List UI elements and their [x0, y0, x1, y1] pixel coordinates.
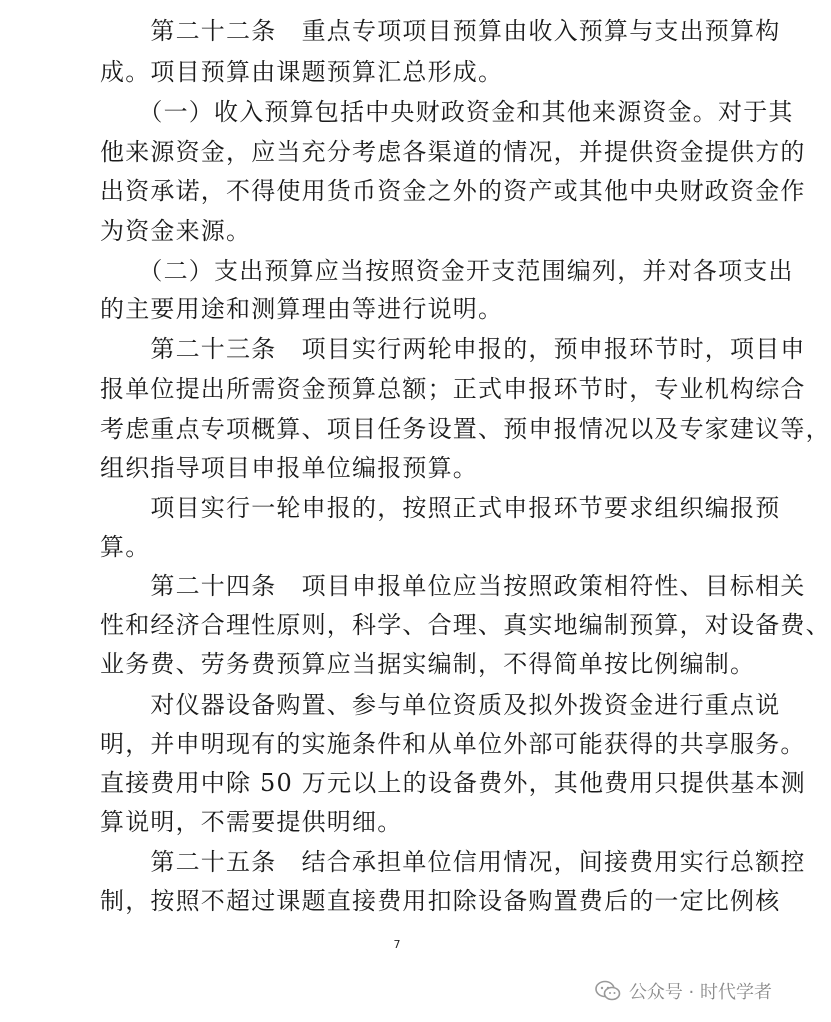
text-line: 报单位提出所需资金预算总额；正式申报环节时，专业机构综合 [100, 375, 806, 403]
text-line: 对仪器设备购置、参与单位资质及拟外拨资金进行重点说 [100, 691, 781, 719]
text-line: 成。项目预算由课题预算汇总形成。 [100, 58, 504, 86]
text-line: 第二十五条 结合承担单位信用情况，间接费用实行总额控 [100, 848, 806, 876]
page-number: 7 [393, 938, 401, 951]
watermark-text: 公众号 · 时代学者 [628, 982, 772, 1003]
watermark [595, 978, 772, 1004]
text-line: 算说明，不需要提供明细。 [100, 808, 403, 836]
text-line: 明，并申明现有的实施条件和从单位外部可能获得的共享服务。 [100, 730, 806, 758]
text-line: 制，按照不超过课题直接费用扣除设备购置费后的一定比例核 [100, 887, 781, 915]
text-line: 项目实行一轮申报的，按照正式申报环节要求组织编报预 [100, 494, 781, 522]
text-line: 直接费用中除 50 万元以上的设备费外，其他费用只提供基本测 [100, 769, 806, 797]
text-line: （二）支出预算应当按照资金开支范围编列，并对各项支出 [100, 257, 794, 285]
text-line: 考虑重点专项概算、项目任务设置、预申报情况以及专家建议等， [100, 415, 831, 443]
text-line: 为资金来源。 [100, 217, 252, 245]
text-line: （一）收入预算包括中央财政资金和其他来源资金。对于其 [100, 98, 794, 126]
text-line: 算。 [100, 533, 151, 561]
text-line: 的主要用途和测算理由等进行说明。 [100, 295, 504, 323]
wechat-icon [595, 980, 621, 1002]
text-line: 第二十二条 重点专项项目预算由收入预算与支出预算构 [100, 17, 781, 45]
text-line: 组织指导项目申报单位编报预算。 [100, 454, 478, 482]
text-line: 性和经济合理性原则，科学、合理、真实地编制预算，对设备费、 [100, 611, 831, 639]
text-line: 业务费、劳务费预算应当据实编制，不得简单按比例编制。 [100, 650, 756, 678]
text-line: 第二十三条 项目实行两轮申报的，预申报环节时，项目申 [100, 335, 806, 363]
text-line: 出资承诺，不得使用货币资金之外的资产或其他中央财政资金作 [100, 177, 806, 205]
text-line: 他来源资金，应当充分考虑各渠道的情况，并提供资金提供方的 [100, 138, 806, 166]
text-line: 第二十四条 项目申报单位应当按照政策相符性、目标相关 [100, 572, 806, 600]
